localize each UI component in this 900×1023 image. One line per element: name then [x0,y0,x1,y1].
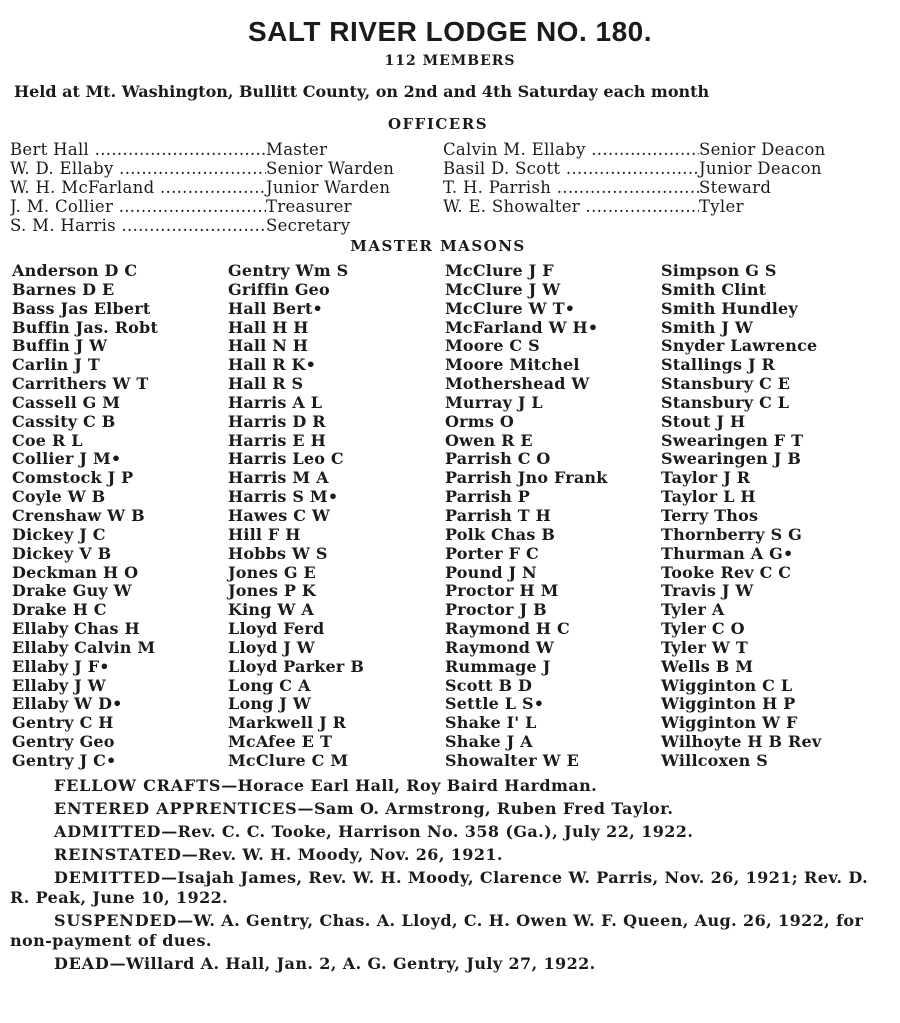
member-name: McAfee E T [228,732,333,752]
member-name: Rummage J [445,656,551,676]
member-name: Thornberry S G [661,524,802,544]
member-name: Stout J H [661,411,746,431]
officer-title: Senior Deacon [699,140,826,159]
member-name: Pound J N [445,562,537,582]
member-name: Carlin J T [12,355,100,375]
member-name: Mothershead W [445,374,590,394]
note-text: W. A. Gentry, Chas. A. Lloyd, C. H. Owen W. F. Queen, Aug. 26, 1922, for non-payment of dues. [10,911,864,950]
note-text: Horace Earl Hall, Roy Baird Hardman. [237,776,598,795]
master-masons-heading: MASTER MASONS [350,237,526,255]
member-name: Snyder Lawrence [661,336,818,356]
member-name: Moore C S [445,336,540,356]
members-column-1 [12,262,158,771]
officers-right-column [443,140,826,216]
member-name: Raymond H C [445,619,570,639]
note-text: Isajah James, Rev. W. H. Moody, Clarence W. Parris, Nov. 26, 1921; Rev. D. R. Peak, June 10, 1922. [10,868,869,907]
member-name: Barnes D E [12,279,115,299]
note-text: Sam O. Armstrong, Ruben Fred Taylor. [313,799,674,818]
note-label: DEMITTED [54,868,161,887]
member-name: Shake J A [445,732,533,752]
lodge-title: SALT RIVER LODGE NO. 180. [247,16,653,47]
member-name: Tyler C O [661,619,745,639]
member-name: Settle L S• [445,694,545,714]
member-name: Lloyd Ferd [228,619,325,639]
member-name: Wigginton C L [661,675,793,695]
officer-row [443,197,826,216]
member-name: Hawes C W [228,505,331,525]
member-name: Gentry Geo [12,732,115,752]
member-name: Tyler W T [661,637,748,657]
member-count: 112 MEMBERS [384,53,516,69]
member-name: Ellaby J W [12,675,106,695]
member-name: Wigginton H P [661,694,796,714]
member-name: Polk Chas B [445,524,556,544]
member-name: Bass Jas Elbert [12,298,151,318]
note-separator: — [177,911,194,930]
member-name: Crenshaw W B [12,505,145,525]
meeting-info: Held at Mt. Washington, Bullitt County, on 2nd and 4th Saturday each month [14,82,710,101]
member-name: Ellaby W D• [12,694,123,714]
member-name: Smith Clint [661,279,767,299]
officers-left-column [10,140,394,235]
officer-title: Secretary [266,216,351,235]
note-label: ENTERED APPRENTICES [54,799,298,818]
member-name: Showalter W E [445,750,579,770]
member-name: Hill F H [228,524,301,544]
officer-name: Bert Hall ..... [10,140,266,159]
note-admitted [10,822,880,842]
member-name: Hall R K• [228,355,317,375]
officer-row [10,197,394,216]
note-demitted [10,868,880,908]
member-name: McClure C M [228,750,349,770]
member-name: Tyler A [661,600,725,620]
member-name: Scott B D [445,675,533,695]
note-dead [10,954,880,974]
officer-title: Master [266,140,328,159]
member-name: Thurman A G• [661,543,794,563]
officer-row [10,140,394,159]
lodge-notes [10,776,880,977]
member-name: Smith Hundley [661,298,798,318]
member-name: Harris A L [228,392,323,412]
note-text: Willard A. Hall, Jan. 2, A. G. Gentry, July 27, 1922. [125,954,596,973]
officer-name: W. H. McFarland ..... [10,178,266,197]
member-name: Wigginton W F [661,713,798,733]
note-label: REINSTATED [54,845,182,864]
officer-name: Calvin M. Ellaby ..... [443,140,699,159]
member-name: Moore Mitchel [445,355,580,375]
member-name: Hobbs W S [228,543,328,563]
member-name: Drake H C [12,600,107,620]
officer-row [443,178,826,197]
member-name: Gentry C H [12,713,114,733]
note-separator: — [221,776,238,795]
member-name: Wells B M [661,656,754,676]
member-name: Gentry J C• [12,750,117,770]
member-name: Harris D R [228,411,326,431]
member-name: Shake I' L [445,713,537,733]
member-name: Lloyd Parker B [228,656,365,676]
member-name: Harris Leo C [228,449,344,469]
member-name: Stansbury C L [661,392,790,412]
officer-name: T. H. Parrish ..... [443,178,699,197]
member-name: Ellaby Calvin M [12,637,156,657]
note-separator: — [297,799,314,818]
officer-title: Senior Warden [266,159,395,178]
member-name: Swearingen J B [661,449,802,469]
officer-title: Treasurer [266,197,352,216]
member-name: Griffin Geo [228,279,330,299]
member-name: Carrithers W T [12,374,149,394]
member-name: Orms O [445,411,515,431]
officer-title: Junior Warden [266,178,391,197]
member-name: Buffin Jas. Robt [12,317,159,337]
member-name: Dickey V B [12,543,112,563]
member-name: Willcoxen S [661,750,769,770]
member-name: Taylor J R [661,468,751,488]
member-name: Markwell J R [228,713,347,733]
officer-row [10,178,394,197]
member-name: Hall Bert• [228,298,323,318]
officer-row [10,216,394,235]
member-name: Parrish P [445,487,530,507]
member-name: Parrish Jno Frank [445,468,608,488]
member-name: Collier J M• [12,449,122,469]
member-name: Tooke Rev C C [661,562,792,582]
member-name: Murray J L [445,392,543,412]
officer-name: W. D. Ellaby ..... [10,159,266,178]
note-label: DEAD [54,954,110,973]
member-name: Long J W [228,694,312,714]
members-column-2 [228,262,364,771]
member-name: Parrish T H [445,505,551,525]
note-separator: — [160,868,178,887]
note-label: FELLOW CRAFTS [54,776,222,795]
note-separator: — [109,954,126,973]
officer-title: Steward [699,178,772,197]
member-name: Hall N H [228,336,309,356]
member-name: Ellaby J F• [12,656,110,676]
officer-row [443,140,826,159]
officer-row [443,159,826,178]
member-name: Comstock J P [12,468,134,488]
note-fellow-crafts [10,776,880,796]
member-name: King W A [228,600,314,620]
note-text: Rev. W. H. Moody, Nov. 26, 1921. [198,845,503,864]
officer-name: Basil D. Scott ..... [443,159,699,178]
member-name: Buffin J W [12,336,108,356]
members-column-4 [661,262,821,771]
member-name: Wilhoyte H B Rev [661,732,822,752]
member-name: Drake Guy W [12,581,132,601]
member-name: Travis J W [661,581,754,601]
officer-name: W. E. Showalter ..... [443,197,699,216]
member-name: Long C A [228,675,311,695]
member-name: Simpson G S [661,261,777,280]
note-suspended [10,911,880,951]
note-text: Rev. C. C. Tooke, Harrison No. 358 (Ga.), July 22, 1922. [177,822,694,841]
member-name: Stansbury C E [661,374,791,394]
member-name: Harris M A [228,468,329,488]
member-name: Deckman H O [12,562,139,582]
note-reinstated [10,845,880,865]
member-name: Dickey J C [12,524,106,544]
member-name: Anderson D C [12,261,138,280]
member-name: Terry Thos [661,505,759,525]
member-name: Taylor L H [661,487,756,507]
member-name: Raymond W [445,637,555,657]
member-name: Lloyd J W [228,637,315,657]
note-separator: — [181,845,199,864]
member-name: Smith J W [661,317,754,337]
member-name: Jones P K [228,581,316,601]
member-name: Proctor J B [445,600,547,620]
member-name: Swearingen F T [661,430,804,450]
note-label: SUSPENDED [54,911,178,930]
member-name: Jones G E [228,562,316,582]
member-name: McClure J F [445,261,554,280]
member-name: Cassell G M [12,392,121,412]
note-label: ADMITTED [54,822,162,841]
officer-row [10,159,394,178]
member-name: McFarland W H• [445,317,599,337]
officer-name: J. M. Collier ..... [10,197,266,216]
note-entered-apprentices [10,799,880,819]
member-name: Gentry Wm S [228,261,349,280]
member-name: Proctor H M [445,581,559,601]
member-name: Hall H H [228,317,309,337]
note-separator: — [161,822,178,841]
member-name: Ellaby Chas H [12,619,140,639]
members-column-3 [445,262,608,771]
member-name: Porter F C [445,543,539,563]
member-name: Coe R L [12,430,83,450]
officers-heading: OFFICERS [387,115,489,133]
member-name: McClure W T• [445,298,576,318]
officer-title: Tyler [699,197,744,216]
member-name: Harris E H [228,430,326,450]
member-name: Coyle W B [12,487,106,507]
officer-title: Junior Deacon [699,159,822,178]
officer-name: S. M. Harris ..... [10,216,266,235]
member-name: McClure J W [445,279,561,299]
member-name: Parrish C O [445,449,551,469]
member-name: Hall R S [228,374,304,394]
member-name: Stallings J R [661,355,775,375]
member-name: Harris S M• [228,487,339,507]
member-name: Owen R E [445,430,533,450]
member-name: Cassity C B [12,411,116,431]
